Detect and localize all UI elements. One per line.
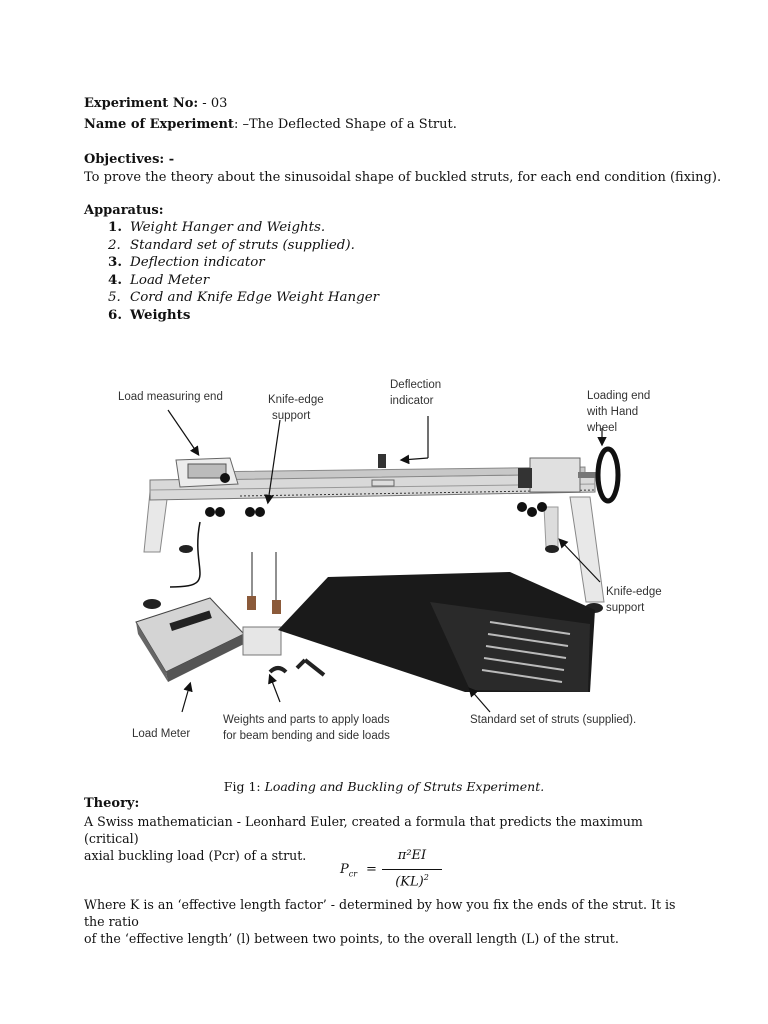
label-knife-edge-support-1: Knife-edge	[268, 394, 324, 406]
apparatus-item: 6. Weights	[108, 306, 191, 323]
figure-caption: Fig 1: Loading and Buckling of Struts Experiment.	[223, 779, 545, 794]
svg-text:support: support	[606, 602, 645, 614]
theory-paragraph-2: Where K is an ‘effective length factor’ - determined by how you fix the ends of the strut. It is the ratio of the ‘effective length’ (l) between two points, to the overall length (L) of the strut.	[84, 897, 676, 946]
label-load-meter: Load Meter	[132, 728, 191, 740]
knife-edge-support-right	[517, 502, 547, 517]
objectives-text: To prove the theory about the sinusoidal shape of buckled struts, for each end condition (fixing).	[84, 170, 722, 185]
apparatus-item: 3. Deflection indicator	[108, 254, 265, 271]
theory-paragraph-1: A Swiss mathematician - Leonhard Euler, created a formula that predicts the maximum (critical) axial buckling load (Pcr) of a strut.	[84, 814, 643, 863]
knife-edge-support-left	[205, 507, 265, 517]
label-load-measuring-end: Load measuring end	[118, 391, 223, 403]
svg-text:indicator: indicator	[390, 395, 434, 407]
experiment-number-value: - 03	[198, 96, 228, 111]
experiment-number-label: Experiment No:	[84, 96, 199, 111]
apparatus-item: 2. Standard set of struts (supplied).	[108, 237, 355, 253]
apparatus-heading: Apparatus:	[84, 203, 164, 218]
euler-formula: $P_{cr}$ = π²EI (KL)$^2$	[340, 848, 460, 896]
experiment-name-value: : –The Deflected Shape of a Strut.	[233, 117, 457, 132]
struts-case	[278, 572, 595, 692]
label-deflection-indicator: Deflection	[390, 379, 442, 391]
experiment-number	[84, 95, 227, 112]
svg-text:for beam bending and side load: for beam bending and side loads	[223, 730, 390, 742]
theory-heading: Theory:	[84, 796, 140, 811]
apparatus-item: 5. Cord and Knife Edge Weight Hanger	[108, 290, 380, 306]
svg-text:support: support	[272, 410, 311, 422]
apparatus-list	[108, 219, 379, 325]
experiment-name	[84, 116, 457, 133]
load-measuring-end	[176, 458, 238, 487]
svg-text:wheel: wheel	[587, 422, 618, 434]
apparatus-figure	[110, 372, 670, 747]
svg-text:with Hand: with Hand	[587, 406, 639, 418]
experiment-name-label: Name of Experiment	[84, 117, 234, 132]
label-weights: Weights and parts to apply loads	[223, 714, 390, 726]
apparatus-item: 4. Load Meter	[108, 271, 210, 288]
label-struts: Standard set of struts (supplied).	[470, 714, 637, 726]
objectives-heading: Objectives: -	[84, 152, 175, 167]
apparatus-item: 1. Weight Hanger and Weights.	[108, 219, 326, 235]
label-knife-edge-support-2: Knife-edge	[606, 586, 662, 598]
label-loading-end: Loading end	[587, 390, 651, 402]
